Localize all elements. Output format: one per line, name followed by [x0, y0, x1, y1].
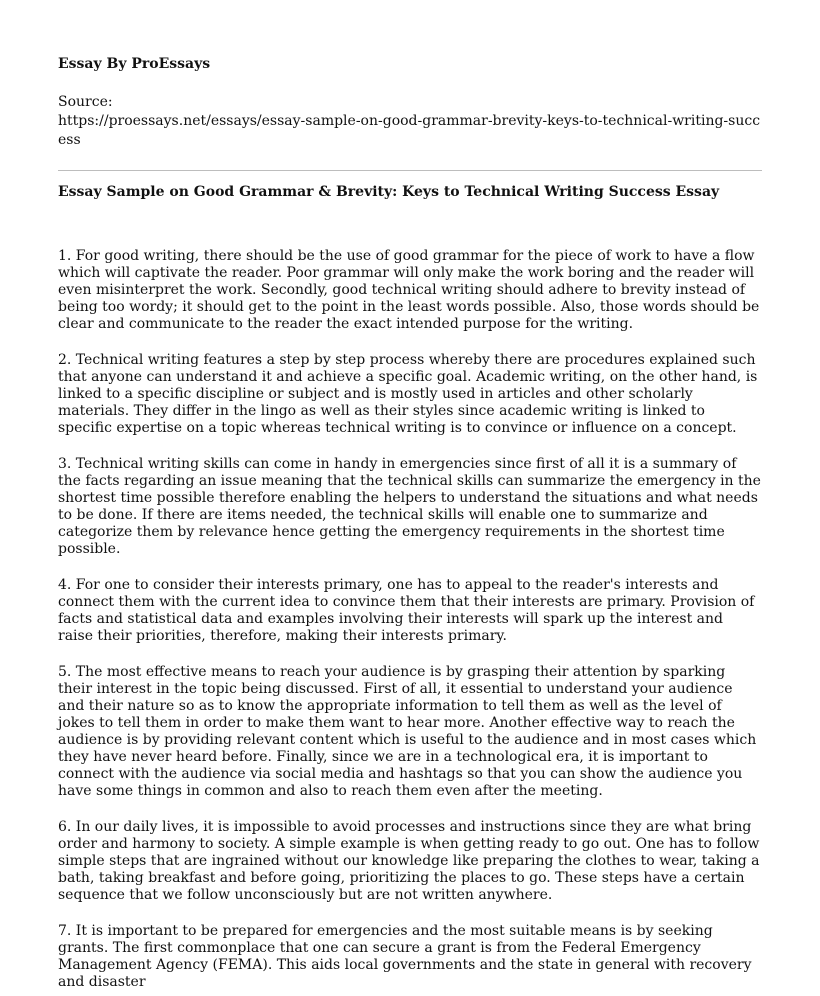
- paragraph-5: 5. The most effective means to reach your audience is by grasping their attention by sparking their interest in the topic being discussed. First of all, it essential to understand your audience and their nature so as to know the appropriate information to tell them as well as the level of jokes to tell them in order to make them want to hear more. Another effective way to reach the audience is by providing relevant content which is useful to the audience and in most cases which they have never heard before. Finally, since we are in a technological era, it is important to connect with the audience via social media and hashtags so that you can show the audience you have some things in common and also to reach them even after the meeting.: [58, 664, 757, 799]
- source-label: Source:: [58, 94, 113, 110]
- source-url[interactable]: https://proessays.net/essays/essay-sample-on-good-grammar-brevity-keys-to-technical-writing-success: [58, 113, 761, 148]
- header-divider: [58, 170, 762, 171]
- source-block: [58, 93, 762, 150]
- paragraph-6: 6. In our daily lives, it is impossible to avoid processes and instructions since they are what bring order and harmony to society. A simple example is when getting ready to go out. One has to follow simple steps that are ingrained without our knowledge like preparing the clothes to wear, taking a bath, taking breakfast and before going, prioritizing the places to go. These steps have a certain sequence that we follow unconsciously but are not written anywhere.: [58, 819, 760, 903]
- paragraph-4: 4. For one to consider their interests primary, one has to appeal to the reader's interests and connect them with the current idea to convince them that their interests are primary. Provision of facts and statistical data and examples involving their interests will spark up the interest and raise their priorities, therefore, making their interests primary.: [58, 577, 755, 644]
- paragraph-2: 2. Technical writing features a step by step process whereby there are procedures explained such that anyone can understand it and achieve a specific goal. Academic writing, on the other hand, is linked to a specific discipline or subject and is mostly used in articles and other scholarly materials. They differ in the lingo as well as their styles since academic writing is linked to specific expertise on a topic whereas technical writing is to convince or influence on a concept.: [58, 352, 758, 436]
- author-line: Essay By ProEssays: [58, 56, 211, 72]
- essay-title: Essay Sample on Good Grammar & Brevity: Keys to Technical Writing Success Essay: [58, 184, 720, 200]
- paragraph-3: 3. Technical writing skills can come in handy in emergencies since first of all it is a summary of the facts regarding an issue meaning that the technical skills can summarize the emergency in the shortest time possible therefore enabling the helpers to understand the situations and what needs to be done. If there are items needed, the technical skills will enable one to summarize and categorize them by relevance hence getting the emergency requirements in the shortest time possible.: [58, 456, 761, 557]
- essay-body: [58, 248, 762, 991]
- paragraph-7: 7. It is important to be prepared for emergencies and the most suitable means is by seeking grants. The first commonplace that one can secure a grant is from the Federal Emergency Management Agency (FEMA). This aids local governments and the state in general with recovery and disaster: [58, 923, 752, 990]
- paragraph-1: 1. For good writing, there should be the use of good grammar for the piece of work to have a flow which will captivate the reader. Poor grammar will only make the work boring and the reader will even misinterpret the work. Secondly, good technical writing should adhere to brevity instead of being too wordy; it should get to the point in the least words possible. Also, those words should be clear and communicate to the reader the exact intended purpose for the writing.: [58, 248, 760, 332]
